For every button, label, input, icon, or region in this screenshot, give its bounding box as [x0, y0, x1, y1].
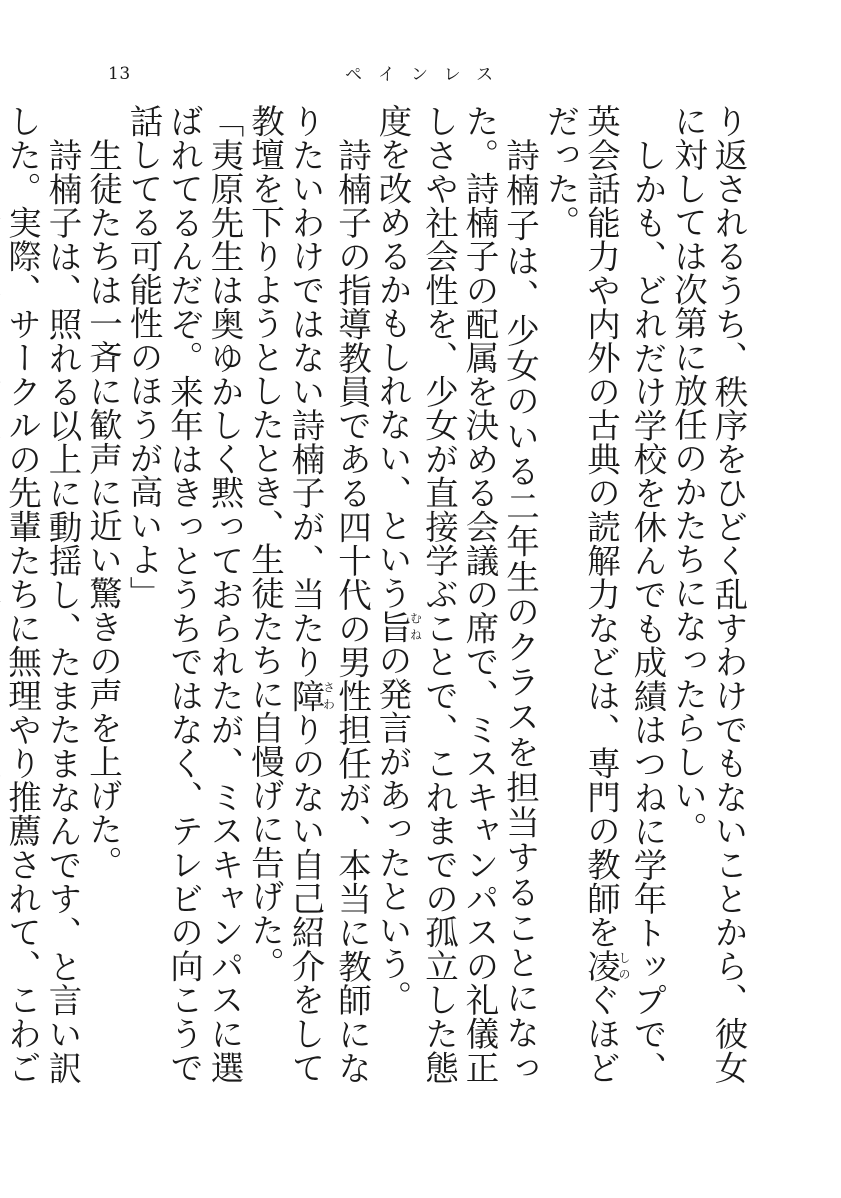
paragraph-2 [540, 104, 668, 1084]
text-segment: 「夷原先生は奥ゆかしく黙っておられたが、ミスキャンパスに選ばれてるんだぞ。来年はきっとうちではなく、テレビの向こうで話してる可能性のほうが高いよ」 [124, 104, 244, 1084]
ruby-shino: 凌しの [581, 948, 631, 983]
paragraph-4 [244, 104, 372, 1084]
ruby-reading: むね [408, 609, 423, 644]
ruby-sawa: 障さわ [286, 678, 336, 713]
paragraph-6 [82, 104, 123, 1084]
paragraph-7 [0, 104, 82, 1084]
text-segment: 詩楠子は、照れる以上に動揺し、たまたまなんです、と言い訳した。実際、サークルの先輩たちに無理やり推薦されて、こわご [2, 104, 82, 1084]
text-segment: 生徒たちは一斉に歓声に近い驚きの声を上げた。 [83, 137, 123, 879]
text-segment: りのない自己紹介をして教壇を下りようとしたとき、生徒たちに自慢げに告げた。 [245, 104, 325, 1085]
body-text [2, 104, 748, 1085]
text-segment: しかも、どれだけ学校を休んでも成績はつねに学年トップで、英会話能力や内外の古典の読解力などは、専門の教師を [581, 104, 667, 1084]
running-title: ペインレス [345, 65, 510, 85]
text-segment: 詩楠子は、少女のいる二年生のクラスを担当することになった。詩楠子の配属を決める会議の席で、ミスキャンパスの礼儀正しさや社会性を、少女が直接学ぶことで、これまでの孤立した態度を改めるかもしれない、という [373, 104, 540, 1084]
ruby-reading: しの [617, 948, 631, 983]
text-segment: ぐほどだった。 [541, 104, 621, 1084]
page-number: 13 [108, 64, 131, 84]
ruby-mune: 旨むね [373, 609, 423, 644]
ruby-reading: さわ [321, 678, 336, 713]
text-segment: 詩楠子の指導教員である四十代の男性担任が、本当に教師になりたいわけではない詩楠子が、当たり [286, 104, 372, 1084]
text-segment: の発言があったという。 [373, 643, 412, 1014]
paragraph-5-quote [123, 104, 245, 1084]
paragraph-3 [372, 104, 540, 1084]
text-segment: り返されるうち、秩序をひどく乱すわけでもないことから、彼女に対しては次第に放任のかたちになったらしい。 [668, 104, 748, 1084]
paragraph-1 [667, 104, 748, 1084]
